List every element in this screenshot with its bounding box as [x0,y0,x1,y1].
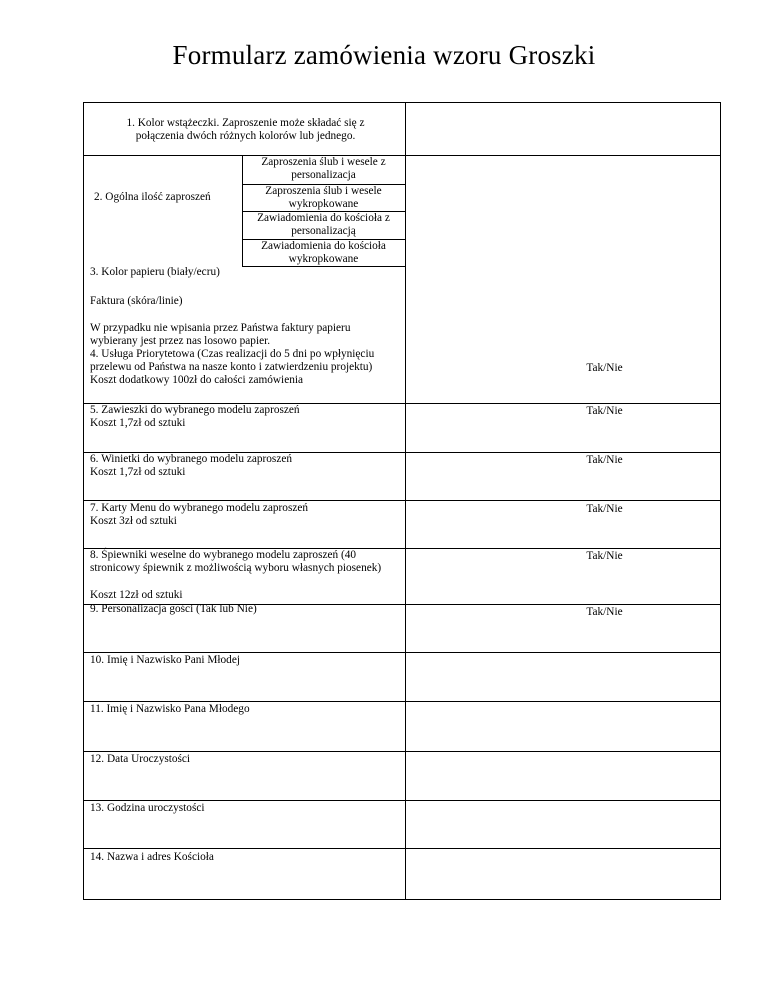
church-answer-field[interactable] [406,849,721,899]
bride-name-label: 10. Imię i Nazwisko Pani Młodej [90,654,240,666]
paper-texture-label: Faktura (skóra/linie) [90,295,183,307]
priority-service-label: 4. Usługa Priorytetowa (Czas realizacji do 5 dni po wpłynięciu przelewu od Państwa na nasze konto i zatwierdzeniu projektu) Koszt dodatkowy 100zł do całości zamówienia [90,348,375,387]
groom-name-answer-field[interactable] [406,702,721,750]
page-title: Formularz zamówienia wzoru Groszki [172,40,596,70]
quantity-option-personalized-invitations: Zaproszenia ślub i wesele z personalizacja [261,156,386,182]
guest-personalization-answer[interactable]: Tak/Nie [586,606,623,618]
row-separator [84,500,721,501]
church-name-address-label: 14. Nazwa i adres Kościoła [90,851,214,863]
ribbon-color-answer-field[interactable] [406,103,721,155]
tags-label: 5. Zawieszki do wybranego modelu zaproszeń [90,404,300,416]
ceremony-time-label: 13. Godzina uroczystości [90,802,205,814]
menu-cards-answer[interactable]: Tak/Nie [586,503,623,515]
paper-color-label: 3. Kolor papieru (biały/ecru) [90,266,220,278]
ceremony-date-label: 12. Data Uroczystości [90,753,191,765]
quantity-option-dotted-invitations: Zaproszenia ślub i wesele wykropkowane [265,185,382,211]
songbooks-label: 8. Śpiewniki weselne do wybranego modelu zaproszeń (40 stronicowy śpiewnik z możliwością wyboru własnych piosenek) [90,549,382,575]
ceremony-time-answer-field[interactable] [406,801,721,847]
invitation-quantity-label: 2. Ogólna ilość zaproszeń [94,191,211,203]
guest-personalization-label: 9. Personalizacja gości (Tak lub Nie) [90,603,257,615]
menu-cards-label: 7. Karty Menu do wybranego modelu zaproszeń [90,502,309,514]
ribbon-color-label: 1. Kolor wstążeczki. Zaproszenie może składać się z połączenia dwóch różnych kolorów lub jednego. [126,117,365,143]
quantity-answer-field[interactable] [406,156,721,266]
menu-cards-price: Koszt 3zł od sztuki [90,515,177,527]
songbooks-price: Koszt 12zł od sztuki [90,589,183,601]
place-cards-label: 6. Winietki do wybranego modelu zaproszeń [90,453,292,465]
tags-answer[interactable]: Tak/Nie [586,405,623,417]
tags-price: Koszt 1,7zł od sztuki [90,417,186,429]
paper-answer-field[interactable] [406,267,721,347]
place-cards-answer[interactable]: Tak/Nie [586,454,623,466]
quantity-option-personalized-church-notices: Zawiadomienia do kościoła z personalizacją [257,212,390,238]
groom-name-label: 11. Imię i Nazwisko Pana Młodego [90,703,250,715]
place-cards-price: Koszt 1,7zł od sztuki [90,466,186,478]
quantity-option-dotted-church-notices: Zawiadomienia do kościoła wykropkowane [261,240,386,266]
order-form-table [83,102,721,900]
paper-texture-note: W przypadku nie wpisania przez Państwa faktury papieru wybierany jest przez nas losowo papier. [90,322,351,348]
priority-service-answer[interactable]: Tak/Nie [586,362,623,374]
songbooks-answer[interactable]: Tak/Nie [586,550,623,562]
bride-name-answer-field[interactable] [406,653,721,700]
ceremony-date-answer-field[interactable] [406,752,721,799]
